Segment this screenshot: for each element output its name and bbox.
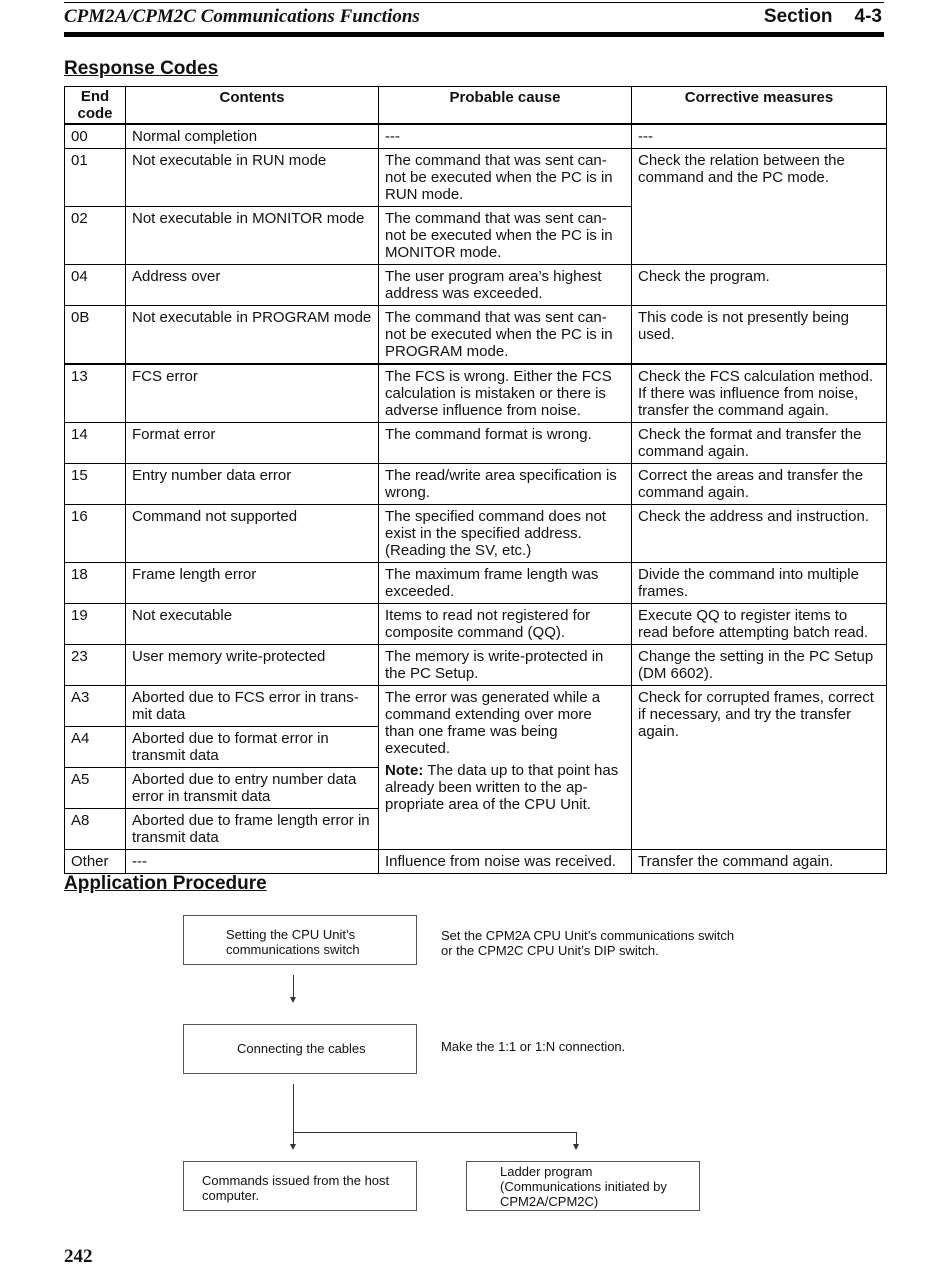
end-code: 0B [65, 306, 126, 365]
table-row [65, 505, 887, 563]
contents-cell: Not executable in RUN mode [126, 149, 379, 207]
section-word: Section [763, 6, 833, 27]
section-label [764, 6, 882, 28]
table-row [65, 850, 887, 874]
column-header: End code [65, 87, 126, 125]
contents-cell: Not executable in PROGRAM mode [126, 306, 379, 365]
cause-cell: Items to read not registered for composite command (QQ). [379, 604, 632, 645]
measures-cell: Correct the areas and transfer the command again. [632, 464, 887, 505]
cause-cell: The read/write area specification is wrong. [379, 464, 632, 505]
desc-text: or the CPM2C CPU Unit’s DIP switch. [441, 943, 659, 958]
header-rule [64, 32, 884, 37]
table-row [65, 686, 887, 727]
end-code: A4 [65, 727, 126, 768]
end-code: 18 [65, 563, 126, 604]
step-ladder-program-box [466, 1161, 700, 1211]
desc-text: Set the CPM2A CPU Unit’s communications switch [441, 928, 735, 943]
table-row [65, 149, 887, 207]
response-codes-heading: Response Codes [64, 58, 219, 79]
cause-cell: The maximum frame length was exceeded. [379, 563, 632, 604]
section-number: 4-3 [854, 6, 882, 27]
measures-cell: Check the relation between the command and the PC mode. [632, 149, 887, 265]
step-cpu-switch-box [183, 915, 417, 965]
table-row [65, 124, 887, 149]
arrow-down-icon [290, 997, 296, 1003]
measures-cell: Transfer the command again. [632, 850, 887, 874]
contents-cell: Aborted due to frame length error in transmit data [126, 809, 379, 850]
measures-cell: Divide the command into multiple frames. [632, 563, 887, 604]
column-header: Corrective measures [632, 87, 887, 125]
contents-cell: Frame length error [126, 563, 379, 604]
cause-cell [379, 686, 632, 850]
contents-cell: Aborted due to entry number data error in transmit data [126, 768, 379, 809]
contents-cell: Command not supported [126, 505, 379, 563]
step-text: Commands issued from the host [202, 1173, 390, 1188]
measures-cell: --- [632, 124, 887, 149]
desc-text: Make the 1:1 or 1:N connection. [441, 1039, 626, 1054]
table-header-row [65, 87, 887, 125]
measures-cell: Check the FCS calculation method. If there was influence from noise, transfer the command again. [632, 364, 887, 423]
cause-cell: The user program area’s highest address was exceeded. [379, 265, 632, 306]
end-code: 02 [65, 207, 126, 265]
arrow-down-icon [573, 1144, 579, 1150]
end-code: A3 [65, 686, 126, 727]
connector-line [293, 1132, 577, 1133]
connector-line [293, 1084, 294, 1144]
cause-text: The error was generated while a command extending over more than one frame was being executed. [385, 689, 601, 757]
end-code: 19 [65, 604, 126, 645]
application-procedure-heading: Application Procedure [64, 873, 267, 894]
note-label: Note: [385, 762, 424, 779]
cause-cell: The memory is write-protected in the PC Setup. [379, 645, 632, 686]
end-code: 23 [65, 645, 126, 686]
step-cables-box [183, 1024, 417, 1074]
column-header: Contents [126, 87, 379, 125]
step-text: computer. [202, 1188, 260, 1203]
table-row [65, 423, 887, 464]
contents-cell: FCS error [126, 364, 379, 423]
end-code: 01 [65, 149, 126, 207]
contents-cell: Address over [126, 265, 379, 306]
table-row [65, 645, 887, 686]
cause-note [385, 762, 625, 813]
step-text: (Communications initiated by [500, 1179, 667, 1194]
running-header-title: CPM2A/CPM2C Communications Functions [64, 6, 420, 27]
table-row [65, 364, 887, 423]
step-host-commands-box [183, 1161, 417, 1211]
end-code: 13 [65, 364, 126, 423]
end-code: 14 [65, 423, 126, 464]
table-row [65, 265, 887, 306]
step-text: CPM2A/CPM2C) [500, 1194, 599, 1209]
end-code: 04 [65, 265, 126, 306]
step-cpu-switch-description [441, 928, 734, 958]
arrow-down-icon [290, 1144, 296, 1150]
end-code: A5 [65, 768, 126, 809]
table-row [65, 563, 887, 604]
cause-cell: The FCS is wrong. Either the FCS calculation is mistaken or there is adverse influence from noise. [379, 364, 632, 423]
step-text: communications switch [226, 942, 360, 957]
measures-cell: Check the format and transfer the command again. [632, 423, 887, 464]
measures-cell: Execute QQ to register items to read before attempting batch read. [632, 604, 887, 645]
contents-cell: Entry number data error [126, 464, 379, 505]
cause-cell: The command that was sent can-not be executed when the PC is in PROGRAM mode. [379, 306, 632, 365]
table-row [65, 464, 887, 505]
connector-line [576, 1132, 577, 1144]
contents-cell: Aborted due to format error in transmit data [126, 727, 379, 768]
end-code: 15 [65, 464, 126, 505]
end-code: 00 [65, 124, 126, 149]
cause-cell: The command that was sent can-not be executed when the PC is in MONITOR mode. [379, 207, 632, 265]
measures-cell: Check the address and instruction. [632, 505, 887, 563]
contents-cell: Format error [126, 423, 379, 464]
contents-cell: Not executable [126, 604, 379, 645]
end-code: 16 [65, 505, 126, 563]
connector-line [293, 975, 294, 997]
table-row [65, 604, 887, 645]
step-text: Connecting the cables [237, 1041, 366, 1056]
response-codes-table [64, 86, 887, 874]
step-text: Ladder program [500, 1164, 593, 1179]
end-code: A8 [65, 809, 126, 850]
cause-cell: The command that was sent can-not be executed when the PC is in RUN mode. [379, 149, 632, 207]
header-top-line [64, 2, 884, 3]
step-text: Setting the CPU Unit’s [226, 927, 356, 942]
table-row [65, 306, 887, 365]
column-header: Probable cause [379, 87, 632, 125]
step-cables-description [441, 1039, 625, 1054]
cause-cell: Influence from noise was received. [379, 850, 632, 874]
contents-cell: Not executable in MONITOR mode [126, 207, 379, 265]
measures-cell: Change the setting in the PC Setup (DM 6602). [632, 645, 887, 686]
measures-cell: Check for corrupted frames, correct if necessary, and try the transfer again. [632, 686, 887, 850]
cause-cell: --- [379, 124, 632, 149]
measures-cell: This code is not presently being used. [632, 306, 887, 365]
contents-cell: Normal completion [126, 124, 379, 149]
page-number: 242 [64, 1246, 93, 1267]
end-code: Other [65, 850, 126, 874]
cause-cell: The specified command does not exist in the specified address. (Reading the SV, etc.) [379, 505, 632, 563]
measures-cell: Check the program. [632, 265, 887, 306]
contents-cell: Aborted due to FCS error in trans-mit data [126, 686, 379, 727]
contents-cell: --- [126, 850, 379, 874]
cause-cell: The command format is wrong. [379, 423, 632, 464]
note-text: The data up to that point has already been written to the ap-propriate area of the CPU Unit. [385, 762, 619, 813]
contents-cell: User memory write-protected [126, 645, 379, 686]
